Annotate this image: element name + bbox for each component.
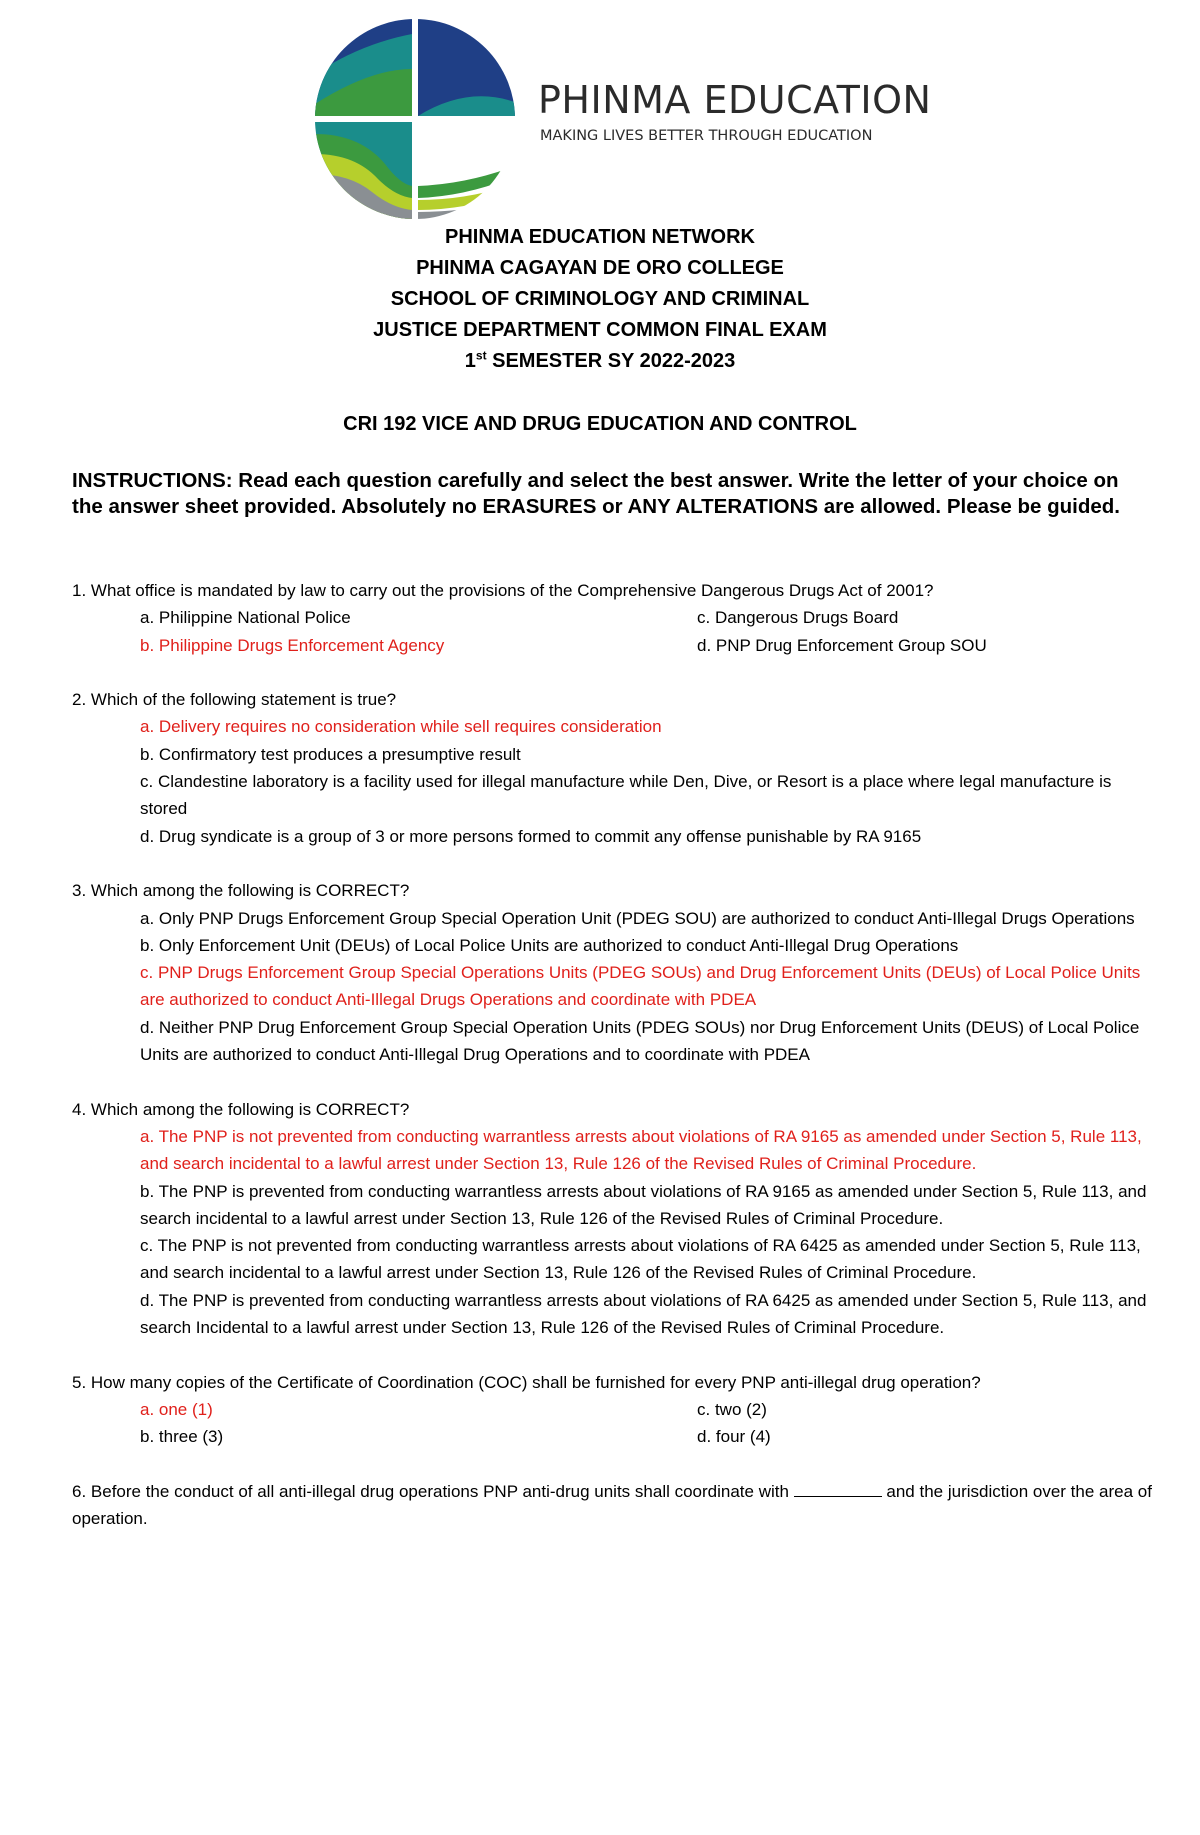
choice-a: a. Only PNP Drugs Enforcement Group Special Operation Unit (PDEG SOU) are authorized to conduct Anti-Illegal Drugs Operations: [140, 908, 1135, 928]
choice-b-answer: b. Philippine Drugs Enforcement Agency: [140, 635, 445, 655]
choice-list: [140, 905, 1152, 1069]
answer-blank: [794, 1478, 882, 1497]
header-department: JUSTICE DEPARTMENT COMMON FINAL EXAM: [373, 319, 827, 341]
semester-number: 1: [464, 350, 476, 372]
choice-a-answer: a. one (1): [140, 1399, 213, 1419]
choice-grid: [140, 1396, 1152, 1451]
question-stem: 1. What office is mandated by law to carry out the provisions of the Comprehensive Dangerous Drugs Act of 2001?: [72, 581, 934, 600]
header-network: PHINMA EDUCATION NETWORK: [445, 226, 755, 248]
question-5: [72, 1369, 1152, 1451]
choice-a-answer: a. The PNP is not prevented from conducting warrantless arrests about violations of RA 9165 as amended under Section 5, Rule 113, and search incidental to a lawful arrest under Section 13, Rule 126 of the Revised Rules of Criminal Procedure.: [140, 1126, 1142, 1174]
header-semester: [0, 346, 1200, 377]
exam-header: [0, 222, 1200, 377]
question-stem: 5. How many copies of the Certificate of Coordination (COC) shall be furnished for every PNP anti-illegal drug operation?: [72, 1372, 981, 1392]
choice-d: d. Drug syndicate is a group of 3 or more persons formed to commit any offense punishable by RA 9165: [140, 826, 922, 846]
question-stem: 3. Which among the following is CORRECT?: [72, 881, 410, 901]
instructions: INSTRUCTIONS: Read each question carefully and select the best answer. Write the letter of your choice on the answer sheet provided. Absolutely no ERASURES or ANY ALTERATIONS are allowed. Please be guided.: [72, 469, 1120, 518]
header-college: PHINMA CAGAYAN DE ORO COLLEGE: [416, 257, 784, 279]
brand-tagline: MAKING LIVES BETTER THROUGH EDUCATION: [540, 128, 873, 144]
question-stem: 4. Which among the following is CORRECT?: [72, 1099, 410, 1119]
question-1: [72, 577, 1152, 659]
choice-a-answer: a. Delivery requires no consideration while sell requires consideration: [140, 717, 662, 737]
question-3: [72, 877, 1152, 1068]
question-stem: 2. Which of the following statement is true?: [72, 690, 397, 710]
question-2: [72, 686, 1152, 850]
choice-b: b. Only Enforcement Unit (DEUs) of Local Police Units are authorized to conduct Anti-Illegal Drug Operations: [140, 935, 959, 955]
choice-grid: [140, 604, 1152, 659]
choice-d: d. four (4): [697, 1427, 771, 1447]
choice-c-answer: c. PNP Drugs Enforcement Group Special Operations Units (PDEG SOUs) and Drug Enforcement Units (DEUs) of Local Police Units are authorized to conduct Anti-Illegal Drugs Operations and coordinate with PDEA: [140, 963, 1141, 1010]
question-6: [72, 1478, 1152, 1533]
choice-c: c. Dangerous Drugs Board: [697, 608, 899, 628]
choice-b: b. The PNP is prevented from conducting warrantless arrests about violations of RA 9165 as amended under Section 5, Rule 113, and search incidental to a lawful arrest under Section 13, Rule 126 of the Revised Rules of Criminal Procedure.: [140, 1181, 1147, 1228]
course-title: CRI 192 VICE AND DRUG EDUCATION AND CONTROL: [343, 413, 857, 435]
choice-list: [140, 713, 1152, 849]
choice-c: c. two (2): [697, 1399, 767, 1419]
semester-text: SEMESTER SY 2022-2023: [486, 350, 736, 372]
question-list: [72, 577, 1152, 1560]
choice-b: b. three (3): [140, 1427, 224, 1447]
choice-b: b. Confirmatory test produces a presumptive result: [140, 744, 521, 764]
question-stem: [72, 1478, 1152, 1533]
semester-suffix: st: [475, 348, 487, 363]
choice-c: c. Clandestine laboratory is a facility used for illegal manufacture while Den, Dive, or Resort is a place where legal manufacture is stored: [140, 772, 1112, 819]
question-4: [72, 1096, 1152, 1342]
choice-c: c. The PNP is not prevented from conducting warrantless arrests about violations of RA 6425 as amended under Section 5, Rule 113, and search incidental to a lawful arrest under Section 13, Rule 126 of the Revised Rules of Criminal Procedure.: [140, 1236, 1141, 1283]
stem-part-2: and the jurisdiction over the area of operation.: [72, 1481, 1152, 1529]
choice-d: d. PNP Drug Enforcement Group SOU: [697, 635, 987, 655]
choice-d: d. Neither PNP Drug Enforcement Group Special Operation Units (PDEG SOUs) nor Drug Enforcement Units (DEUS) of Local Police Units are authorized to conduct Anti-Illegal Drug Operations and to coordinate with PDEA: [140, 1017, 1140, 1065]
brand-name: PHINMA EDUCATION: [538, 78, 932, 122]
header-school: SCHOOL OF CRIMINOLOGY AND CRIMINAL: [390, 288, 810, 310]
phinma-globe-icon: [300, 14, 530, 244]
choice-d: d. The PNP is prevented from conducting warrantless arrests about violations of RA 6425 as amended under Section 5, Rule 113, and search Incidental to a lawful arrest under Section 13, Rule 126 of the Revised Rules of Criminal Procedure.: [140, 1290, 1147, 1338]
stem-part-1: 6. Before the conduct of all anti-illegal drug operations PNP anti-drug units shall coordinate with: [72, 1481, 794, 1501]
choice-a: a. Philippine National Police: [140, 608, 351, 628]
phinma-logo: [300, 14, 932, 244]
choice-list: [140, 1123, 1152, 1341]
